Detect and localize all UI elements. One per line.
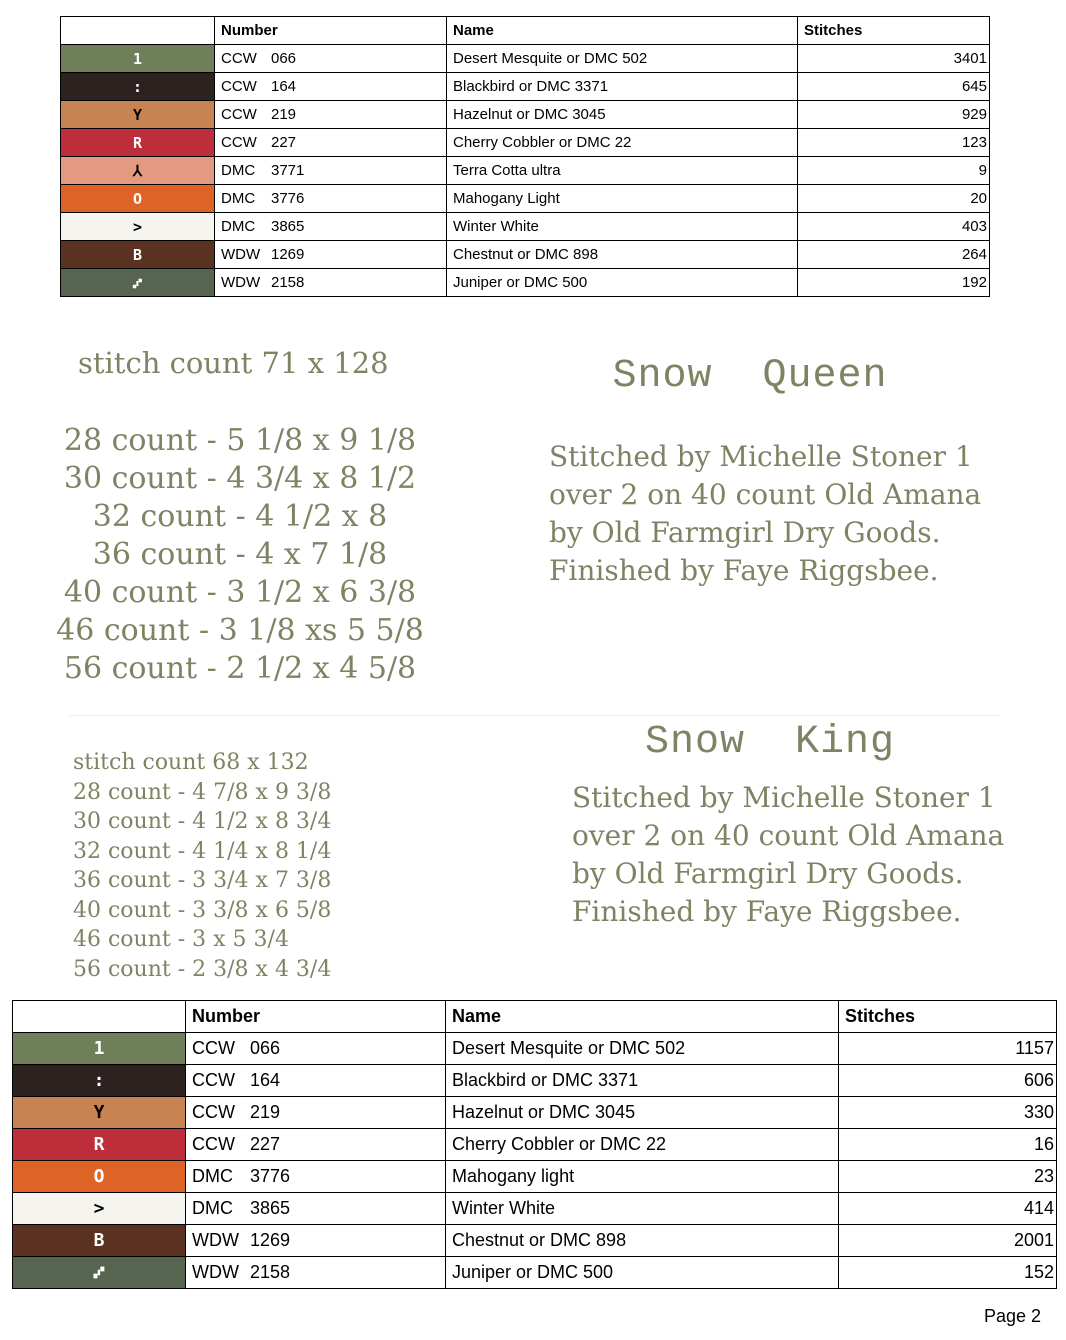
color-swatch [61, 157, 215, 185]
floss-name: Cherry Cobbler or DMC 22 [446, 1129, 839, 1161]
floss-code: 3771 [271, 162, 305, 179]
floss-name: Terra Cotta ultra [447, 157, 798, 185]
floss-number [186, 1225, 446, 1257]
stitch-count: 1157 [839, 1033, 1057, 1065]
floss-number [186, 1097, 446, 1129]
floss-number [215, 185, 447, 213]
color-swatch [13, 1257, 186, 1289]
size-line: 40 count - 3 3/8 x 6 5/8 [73, 897, 332, 923]
chart-symbol: Y [132, 105, 143, 124]
table-row [13, 1033, 1057, 1065]
floss-number [215, 213, 447, 241]
color-swatch [13, 1097, 186, 1129]
size-line: 56 count - 2 3/8 x 4 3/4 [73, 956, 332, 982]
floss-code: 227 [250, 1134, 281, 1154]
king-table-body [13, 1033, 1057, 1289]
stitch-count: 192 [798, 269, 990, 297]
table-row [13, 1129, 1057, 1161]
floss-name: Winter White [447, 213, 798, 241]
chart-symbol: ⅄ [132, 161, 143, 180]
floss-brand: WDW [192, 1230, 239, 1250]
header-symbol [61, 17, 215, 45]
table-row [61, 101, 990, 129]
floss-code: 1269 [250, 1230, 291, 1250]
stitch-count: 20 [798, 185, 990, 213]
stitch-count: 152 [839, 1257, 1057, 1289]
stitch-count: 929 [798, 101, 990, 129]
color-swatch [61, 213, 215, 241]
floss-name: Hazelnut or DMC 3045 [446, 1097, 839, 1129]
floss-number [215, 241, 447, 269]
floss-brand: WDW [221, 274, 261, 291]
chart-symbol: > [132, 217, 143, 236]
stitch-count: 3401 [798, 45, 990, 73]
size-line: 36 count - 4 x 7 1/8 [92, 537, 388, 572]
chart-symbol: O [132, 189, 143, 208]
floss-code: 219 [250, 1102, 281, 1122]
size-line: 28 count - 4 7/8 x 9 3/8 [73, 779, 332, 805]
floss-code: 3776 [271, 190, 305, 207]
chart-symbol: : [93, 1070, 105, 1091]
chart-symbol: R [132, 133, 143, 152]
floss-name: Chestnut or DMC 898 [447, 241, 798, 269]
chart-symbol: B [132, 245, 143, 264]
color-swatch [61, 45, 215, 73]
page-number: Page 2 [984, 1306, 1042, 1326]
stitch-count: 16 [839, 1129, 1057, 1161]
stitch-count: 645 [798, 73, 990, 101]
table-header-row [13, 1001, 1057, 1033]
floss-code: 2158 [271, 274, 305, 291]
color-swatch [61, 241, 215, 269]
size-line: 36 count - 3 3/4 x 7 3/8 [73, 868, 332, 893]
floss-code: 1269 [271, 246, 305, 263]
color-swatch [13, 1065, 186, 1097]
chart-symbol: R [93, 1134, 105, 1155]
table-header-row [61, 17, 990, 45]
floss-code: 3776 [250, 1166, 291, 1186]
table-row [61, 213, 990, 241]
table-row [61, 45, 990, 73]
floss-code: 066 [271, 50, 297, 67]
table-row [13, 1193, 1057, 1225]
size-line: 30 count - 4 3/4 x 8 1/2 [63, 461, 417, 496]
size-line: 28 count - 5 1/8 x 9 1/8 [63, 423, 417, 458]
chart-symbol: O [93, 1166, 105, 1187]
floss-number [215, 269, 447, 297]
king-stitch-count: stitch count 68 x 132 [73, 750, 309, 775]
header-name: Name [447, 17, 798, 45]
stitch-count: 264 [798, 241, 990, 269]
stitch-count: 23 [839, 1161, 1057, 1193]
header-symbol [13, 1001, 186, 1033]
floss-name: Mahogany light [446, 1161, 839, 1193]
size-line: 40 count - 3 1/2 x 6 3/8 [63, 575, 417, 610]
table-row [61, 269, 990, 297]
chart-symbol: ⑇ [93, 1262, 105, 1283]
floss-code: 3865 [271, 218, 305, 235]
floss-brand: DMC [192, 1198, 233, 1218]
header-name: Name [446, 1001, 839, 1033]
queen-title: Snow Queen [612, 354, 888, 399]
floss-brand: WDW [192, 1262, 239, 1282]
table-row [61, 73, 990, 101]
table-row [13, 1065, 1057, 1097]
stitch-count: 9 [798, 157, 990, 185]
table-row [61, 129, 990, 157]
floss-number [186, 1257, 446, 1289]
floss-number [186, 1129, 446, 1161]
floss-brand: CCW [192, 1102, 235, 1122]
queen-description: Stitched by Michelle Stoner 1 over 2 on 40 count Old Amana by Old Farmgirl Dry Goods. Finished by Faye Riggsbee. [549, 440, 982, 587]
floss-number [215, 73, 447, 101]
floss-code: 164 [250, 1070, 281, 1090]
floss-name: Chestnut or DMC 898 [446, 1225, 839, 1257]
color-swatch [13, 1129, 186, 1161]
floss-number [186, 1161, 446, 1193]
floss-number [186, 1065, 446, 1097]
size-line: 32 count - 4 1/2 x 8 [92, 499, 388, 534]
queen-stitch-count: stitch count 71 x 128 [78, 346, 389, 380]
floss-name: Blackbird or DMC 3371 [447, 73, 798, 101]
color-swatch [61, 185, 215, 213]
floss-name: Juniper or DMC 500 [446, 1257, 839, 1289]
floss-brand: DMC [192, 1166, 233, 1186]
stitch-count: 414 [839, 1193, 1057, 1225]
chart-symbol: 1 [132, 49, 143, 68]
table-row [13, 1257, 1057, 1289]
floss-brand: CCW [221, 134, 257, 151]
stitch-count: 606 [839, 1065, 1057, 1097]
table-row [13, 1225, 1057, 1257]
size-line: 30 count - 4 1/2 x 8 3/4 [73, 809, 332, 834]
chart-symbol: 1 [93, 1038, 105, 1059]
floss-code: 164 [271, 78, 297, 95]
size-line: 46 count - 3 x 5 3/4 [73, 927, 289, 952]
stitch-count: 330 [839, 1097, 1057, 1129]
floss-number [215, 129, 447, 157]
table-row [13, 1097, 1057, 1129]
queen-table-body [61, 45, 990, 297]
floss-name: Desert Mesquite or DMC 502 [446, 1033, 839, 1065]
color-swatch [13, 1193, 186, 1225]
floss-name: Blackbird or DMC 3371 [446, 1065, 839, 1097]
chart-symbol: B [93, 1230, 105, 1251]
king-floss-table [12, 1000, 1057, 1289]
color-swatch [61, 73, 215, 101]
floss-code: 219 [271, 106, 297, 123]
color-swatch [61, 101, 215, 129]
stitch-count: 2001 [839, 1225, 1057, 1257]
floss-number [215, 101, 447, 129]
color-swatch [61, 269, 215, 297]
floss-number [186, 1033, 446, 1065]
floss-brand: CCW [221, 50, 257, 67]
color-swatch [13, 1033, 186, 1065]
header-number: Number [186, 1001, 446, 1033]
floss-brand: WDW [221, 246, 261, 263]
floss-name: Cherry Cobbler or DMC 22 [447, 129, 798, 157]
color-swatch [61, 129, 215, 157]
stitch-count: 403 [798, 213, 990, 241]
section-divider [68, 715, 1000, 716]
queen-fabric-sizes [40, 422, 440, 688]
size-line: 32 count - 4 1/4 x 8 1/4 [73, 838, 332, 864]
king-title: Snow King [644, 720, 896, 765]
queen-floss-table [60, 16, 990, 297]
floss-name: Desert Mesquite or DMC 502 [447, 45, 798, 73]
table-row [13, 1161, 1057, 1193]
color-swatch [13, 1161, 186, 1193]
color-swatch [13, 1225, 186, 1257]
floss-code: 227 [271, 134, 297, 151]
floss-brand: DMC [221, 162, 256, 179]
chart-symbol: > [93, 1198, 105, 1219]
floss-name: Hazelnut or DMC 3045 [447, 101, 798, 129]
table-row [61, 157, 990, 185]
table-row [61, 185, 990, 213]
table-row [61, 241, 990, 269]
king-fabric-sizes [73, 748, 331, 984]
floss-brand: CCW [221, 78, 257, 95]
header-stitches: Stitches [839, 1001, 1057, 1033]
floss-brand: DMC [221, 190, 256, 207]
header-number: Number [215, 17, 447, 45]
floss-code: 3865 [250, 1198, 291, 1218]
chart-symbol: : [132, 77, 143, 96]
chart-symbol: Y [93, 1102, 105, 1123]
floss-number [186, 1193, 446, 1225]
stitch-count: 123 [798, 129, 990, 157]
floss-name: Juniper or DMC 500 [447, 269, 798, 297]
floss-code: 066 [250, 1038, 281, 1058]
floss-code: 2158 [250, 1262, 291, 1282]
floss-brand: CCW [192, 1070, 235, 1090]
chart-symbol: ⑇ [132, 273, 142, 292]
king-description: Stitched by Michelle Stoner 1 over 2 on 40 count Old Amana by Old Farmgirl Dry Goods. Finished by Faye Riggsbee. [572, 781, 1005, 928]
floss-brand: CCW [192, 1038, 235, 1058]
floss-number [215, 45, 447, 73]
header-stitches: Stitches [798, 17, 990, 45]
floss-brand: DMC [221, 218, 256, 235]
floss-name: Mahogany Light [447, 185, 798, 213]
floss-number [215, 157, 447, 185]
floss-name: Winter White [446, 1193, 839, 1225]
size-line: 46 count - 3 1/8 xs 5 5/8 [56, 613, 424, 648]
floss-brand: CCW [221, 106, 257, 123]
size-line: 56 count - 2 1/2 x 4 5/8 [63, 651, 417, 686]
floss-brand: CCW [192, 1134, 235, 1154]
